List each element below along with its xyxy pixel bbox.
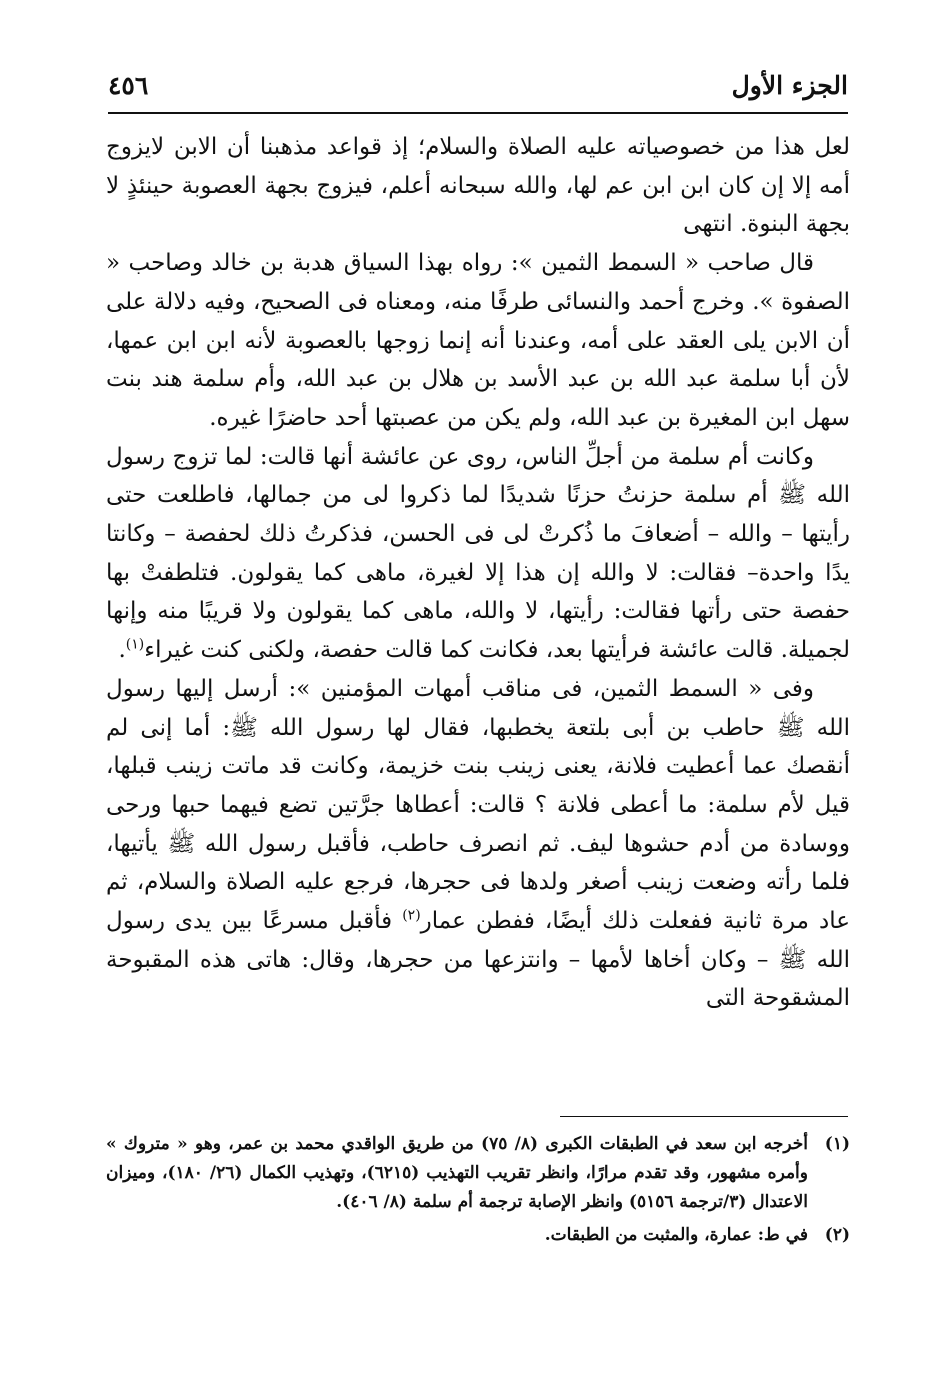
main-text [106,128,850,1018]
footnote-1 [106,1130,850,1217]
footnote-2 [106,1221,850,1250]
paragraph-4 [106,670,850,1018]
footnote-divider [560,1116,848,1117]
volume-title: الجزء الأول [731,70,848,100]
header-divider [108,112,848,114]
paragraph-4-text-a: وفى « السمط الثمين، فى مناقب أمهات المؤمنين »: أرسل إليها رسول الله ﷺ حاطب بن أبى بلتعة يخطبها، فقال لها رسول الله ﷺ: أما إنى لم أنقصك عما أعطيت فلانة، يعنى زينب بنت خزيمة، وكانت قد ماتت زينب قبلها، قيل لأم سلمة: ما أعطى فلانة ؟ قالت: أعطاها جرَّتين تضع فيهما حبها ورحى ووسادة من أدم حشوها ليف. ثم انصرف حاطب، فأقبل رسول الله ﷺ يأتيها، فلما رأته وضعت زينب أصغر ولدها فى حجرها، فرجع عليه الصلاة والسلام، ثم عاد مرة ثانية ففعلت ذلك أيضًا، ففطن عمار [106,675,851,935]
paragraph-4-text-b: فأقبل مسرعًا بين يدى رسول الله ﷺ – وكان أخاها لأمها – وانتزعها من حجرها، وقال: هاتى هذه المقبوحة المشقوحة التى [106,908,850,1012]
footnote-text: أخرجه ابن سعد في الطبقات الكبرى (٨/ ٧٥) من طريق الواقدي محمد بن عمر، وهو « متروك » وأمره مشهور، وقد تقدم مرارًا، وانظر تقريب التهذيب (٦٢١٥)، وتهذيب الكمال (٢٦/ ١٨٠)، وميزان الاعتدال (٣/ترجمة ٥١٥٦) وانظر الإصابة ترجمة أم سلمة (٨/ ٤٠٦). [106,1134,808,1212]
page-header [108,62,848,108]
footnote-number: (١) [824,1134,850,1154]
paragraph-2: قال صاحب « السمط الثمين »: رواه بهذا السياق هدبة بن خالد وصاحب « الصفوة ». وخرج أحمد والنسائى طرفًا منه، ومعناه فى الصحيح، وفيه دلالة على أن الابن يلى العقد على أمه، وعندنا أنه إنما زوجها بالعصوبة لأنه ابن ابن عمها، لأن أبا سلمة عبد الله بن عبد الأسد بن هلال بن عبد الله، وأم سلمة هند بنت سهل ابن المغيرة بن عبد الله، ولم يكن من عصبتها أحد حاضرًا غيره. [106,250,850,431]
paragraph-3-end: . [118,637,126,664]
paragraph-1: لعل هذا من خصوصياته عليه الصلاة والسلام؛ إذ قواعد مذهبنا أن الابن لايزوج أمه إلا إن كان ابن ابن عم لها، والله سبحانه أعلم، فيزوج بجهة العصوبة حينئذٍ لا بجهة البنوة. انتهى [106,134,850,238]
footnote-ref-1[interactable]: (١) [125,636,145,653]
paragraph-3-text: وكانت أم سلمة من أجلِّ الناس، روى عن عائشة أنها قالت: لما تزوج رسول الله ﷺ أم سلمة حزنتُ حزنًا شديدًا لما ذكروا لى من جمالها، فاطلعت حتى رأيتها – والله – أضعافَ ما ذُكرتْ لى فى الحسن، فذكرتُ ذلك لحفصة – وكانتا يدًا واحدة– فقالت: لا والله إن هذا إلا لغيرة، ماهى كما يقولون. فتلطفتْ بها حفصة حتى رأتها فقالت: رأيتها، لا والله، ماهى كما يقولون ولا قريبًا منه وإنها لجميلة. قالت عائشة فرأيتها بعد، فكانت كما قالت حفصة، ولكنى كنت غيراء [106,443,850,664]
footnotes [106,1130,850,1254]
page-number: ٤٥٦ [108,70,149,100]
footnote-number: (٢) [824,1225,850,1245]
footnote-text: في ط: عمارة، والمثبت من الطبقات. [544,1225,808,1245]
paragraph-3 [106,438,850,670]
footnote-ref-2[interactable]: (٢) [402,907,421,924]
